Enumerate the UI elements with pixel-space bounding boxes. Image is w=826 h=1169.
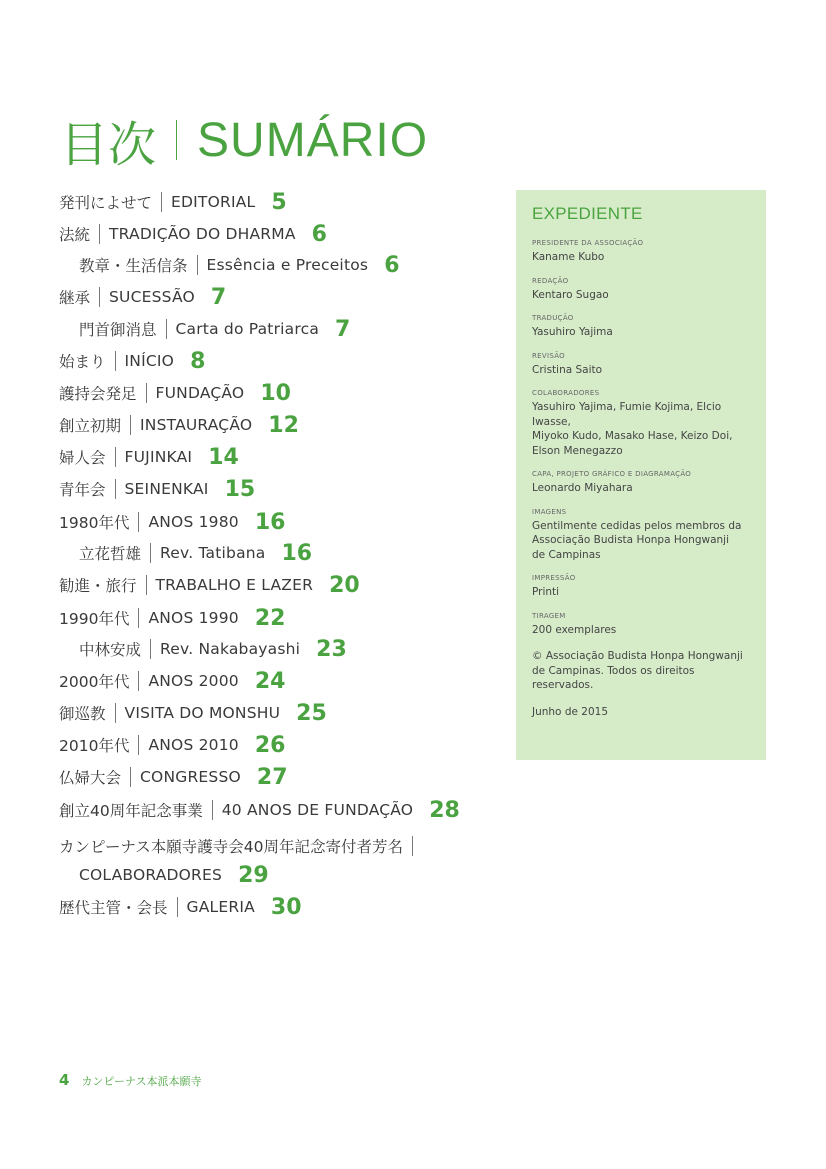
toc-page-number: 6 — [311, 221, 327, 247]
toc-entry — [59, 377, 291, 409]
toc-entry-pt: FUNDAÇÃO — [155, 384, 245, 402]
toc-entry-pt: SUCESSÃO — [109, 288, 195, 306]
toc-page-number: 26 — [254, 732, 286, 758]
toc-separator — [138, 735, 139, 755]
toc-entry-jp: 創立初期 — [59, 417, 122, 435]
toc-entry-jp: 発刊によせて — [59, 194, 153, 212]
toc-entry-pt: Carta do Patriarca — [175, 320, 320, 338]
page-title — [60, 110, 429, 173]
toc-entry-jp: 護持会発足 — [59, 385, 137, 403]
toc-entry-jp: 創立40周年記念事業 — [59, 802, 203, 820]
expediente-entry — [532, 314, 750, 340]
toc-page-number: 28 — [429, 797, 460, 823]
toc-entry — [59, 602, 286, 634]
expediente-entry — [532, 470, 750, 496]
toc-separator — [150, 543, 151, 563]
toc-entry — [59, 345, 205, 377]
page-footer — [59, 1071, 202, 1089]
toc-entry-jp: 勧進・旅行 — [59, 577, 137, 595]
toc-page-number: 16 — [281, 540, 313, 566]
toc-page-number: 16 — [254, 509, 286, 535]
expediente-label: PRESIDENTE DA ASSOCIAÇÃO — [532, 239, 644, 247]
title-separator — [176, 120, 177, 160]
toc-separator — [146, 575, 147, 595]
toc-entry-jp: 青年会 — [59, 481, 106, 499]
expediente-entry — [532, 649, 750, 693]
expediente-heading: EXPEDIENTE — [532, 204, 643, 223]
toc-entry — [59, 761, 288, 793]
expediente-label: REDAÇÃO — [532, 276, 569, 285]
toc-entry — [59, 569, 360, 601]
toc-entry-pt: Rev. Nakabayashi — [160, 640, 301, 658]
toc-page-number: 23 — [316, 636, 347, 662]
toc-entry-jp: 門首御消息 — [79, 321, 157, 339]
toc-entry-jp: 御巡教 — [59, 705, 106, 723]
toc-page-number: 10 — [260, 380, 291, 406]
toc-entry — [59, 794, 460, 826]
expediente-label: TIRAGEM — [532, 611, 566, 620]
expediente-entry — [532, 612, 750, 638]
toc-separator — [130, 415, 131, 435]
expediente-value: Cristina Saito — [532, 363, 603, 376]
toc-entry — [79, 633, 347, 665]
toc-separator — [115, 479, 116, 499]
footer-publication-name: カンピーナス本派本願寺 — [81, 1075, 202, 1088]
expediente-value: Kaname Kubo — [532, 251, 605, 263]
toc-page-number: 15 — [224, 476, 256, 502]
toc-entry-pt: ANOS 1990 — [148, 609, 239, 627]
toc-entry — [59, 281, 226, 313]
toc-entry — [59, 409, 299, 441]
expediente-blocks — [532, 239, 750, 719]
toc-entry-jp: 法統 — [59, 226, 91, 244]
toc-entry-jp: 中林安成 — [79, 641, 142, 659]
toc-entry — [59, 441, 239, 473]
expediente-label: IMPRESSÃO — [532, 574, 576, 582]
toc-entry-pt: TRADIÇÃO DO DHARMA — [109, 225, 296, 243]
title-jp: 目次 — [60, 116, 157, 173]
toc-entry-pt: Rev. Tatibana — [160, 544, 266, 562]
toc-page-number: 24 — [254, 668, 286, 694]
toc-entry — [59, 891, 302, 923]
toc-page-number: 29 — [238, 862, 269, 888]
expediente-entry — [532, 574, 750, 600]
expediente-entry — [532, 239, 750, 265]
expediente-panel — [516, 190, 766, 760]
expediente-entry — [532, 508, 750, 563]
toc-page-number: 7 — [335, 316, 351, 342]
toc-entry-pt: 40 ANOS DE FUNDAÇÃO — [221, 801, 414, 819]
toc-separator — [138, 671, 139, 691]
toc-entry-pt: ANOS 1980 — [148, 513, 239, 531]
toc-entry-pt: FUJINKAI — [124, 448, 193, 466]
toc-separator — [99, 287, 100, 307]
toc-entry-pt: INÍCIO — [124, 352, 175, 370]
toc-page-number: 20 — [329, 572, 360, 598]
toc-entry-pt: EDITORIAL — [171, 193, 256, 211]
toc-entry — [59, 186, 287, 218]
toc-page-number: 12 — [268, 412, 299, 438]
toc-entry — [59, 665, 286, 697]
expediente-value: Junho de 2015 — [532, 705, 609, 718]
toc-entry — [59, 218, 327, 250]
toc-page-number: 30 — [270, 894, 302, 920]
toc-entry-jp: 婦人会 — [59, 449, 106, 467]
toc-separator — [115, 351, 116, 371]
toc-entry — [59, 697, 327, 729]
toc-entry-jp: 1980年代 — [59, 514, 130, 532]
toc-entry-pt: GALERIA — [186, 898, 255, 916]
toc-entry-pt: VISITA DO MONSHU — [124, 704, 281, 722]
toc-entry — [79, 249, 400, 281]
toc-separator — [146, 383, 147, 403]
toc-entry-jp: 教章・生活信条 — [79, 257, 188, 275]
toc-separator — [150, 639, 151, 659]
expediente-label: COLABORADORES — [532, 389, 600, 397]
expediente-value: Yasuhiro Yajima, Fumie Kojima, Elcio Iwasse, Miyoko Kudo, Masako Hase, Keizo Doi, Elson Menegazzo — [532, 401, 733, 457]
toc-page-number: 14 — [208, 444, 239, 470]
toc-separator — [161, 192, 162, 212]
expediente-entry — [532, 352, 750, 378]
footer-page-number: 4 — [59, 1071, 70, 1089]
toc-separator — [197, 255, 198, 275]
expediente-value: Gentilmente cedidas pelos membros da Associação Budista Honpa Hongwanji de Campinas — [532, 519, 742, 561]
expediente-entry — [532, 705, 750, 720]
toc-separator — [138, 512, 139, 532]
toc-page-number: 5 — [271, 189, 287, 215]
toc-page-number: 8 — [190, 348, 206, 374]
toc-entry — [79, 859, 269, 891]
toc-entry-jp: 2000年代 — [59, 673, 130, 691]
toc-separator — [166, 319, 167, 339]
toc-separator — [138, 608, 139, 628]
expediente-label: CAPA, PROJETO GRÁFICO E DIAGRAMAÇÃO — [532, 470, 692, 478]
expediente-value: © Associação Budista Honpa Hongwanji de Campinas. Todos os direitos reservados. — [532, 650, 743, 691]
expediente-value: Kentaro Sugao — [532, 288, 609, 301]
toc-entry — [79, 537, 312, 569]
toc-page-number: 25 — [296, 700, 327, 726]
toc-page-number: 22 — [254, 605, 286, 631]
expediente-value: Yasuhiro Yajima — [532, 326, 613, 338]
toc-entry-pt: Essência e Preceitos — [206, 256, 369, 274]
toc-entry-jp: 1990年代 — [59, 610, 130, 628]
expediente-label: REVISÃO — [532, 351, 565, 360]
toc-separator — [412, 836, 413, 856]
toc-entry-jp: 始まり — [59, 353, 106, 371]
toc-entry — [59, 830, 422, 862]
expediente-value: 200 exemplares — [532, 623, 617, 636]
toc-entry — [59, 506, 286, 538]
toc-page-number: 27 — [256, 764, 288, 790]
expediente-entry — [532, 389, 750, 458]
expediente-value: Printi — [532, 586, 560, 598]
toc-separator — [177, 897, 178, 917]
expediente-value: Leonardo Miyahara — [532, 482, 633, 494]
toc-entry-pt: SEINENKAI — [124, 480, 209, 498]
toc-separator — [130, 767, 131, 787]
toc-entry-jp: 継承 — [59, 289, 91, 307]
toc-separator — [212, 800, 213, 820]
toc-separator — [115, 447, 116, 467]
toc-entry-jp: カンピーナス本願寺護寺会40周年記念寄付者芳名 — [59, 838, 403, 856]
toc-entry-pt: COLABORADORES — [79, 866, 223, 884]
toc-entry-pt: ANOS 2000 — [148, 672, 239, 690]
toc-page-number: 6 — [384, 252, 400, 278]
toc-entry-pt: ANOS 2010 — [148, 736, 239, 754]
toc-entry-jp: 仏婦大会 — [59, 769, 122, 787]
toc-separator — [115, 703, 116, 723]
toc-entry-pt: INSTAURAÇÃO — [140, 416, 253, 434]
toc-entry-pt: TRABALHO E LAZER — [155, 576, 314, 594]
toc-entry — [59, 729, 286, 761]
expediente-label: TRADUÇÃO — [532, 314, 574, 322]
toc-entry-jp: 歴代主管・会長 — [59, 899, 168, 917]
toc-entry — [59, 473, 255, 505]
toc-entry-jp: 立花哲雄 — [79, 545, 142, 563]
expediente-label: IMAGENS — [532, 507, 567, 516]
toc-entry-jp: 2010年代 — [59, 737, 130, 755]
expediente-entry — [532, 277, 750, 303]
toc-entry-pt: CONGRESSO — [140, 768, 241, 786]
toc-separator — [99, 224, 100, 244]
toc-entry — [79, 313, 350, 345]
toc-page-number: 7 — [210, 284, 227, 310]
title-pt: SUMÁRIO — [197, 113, 429, 167]
